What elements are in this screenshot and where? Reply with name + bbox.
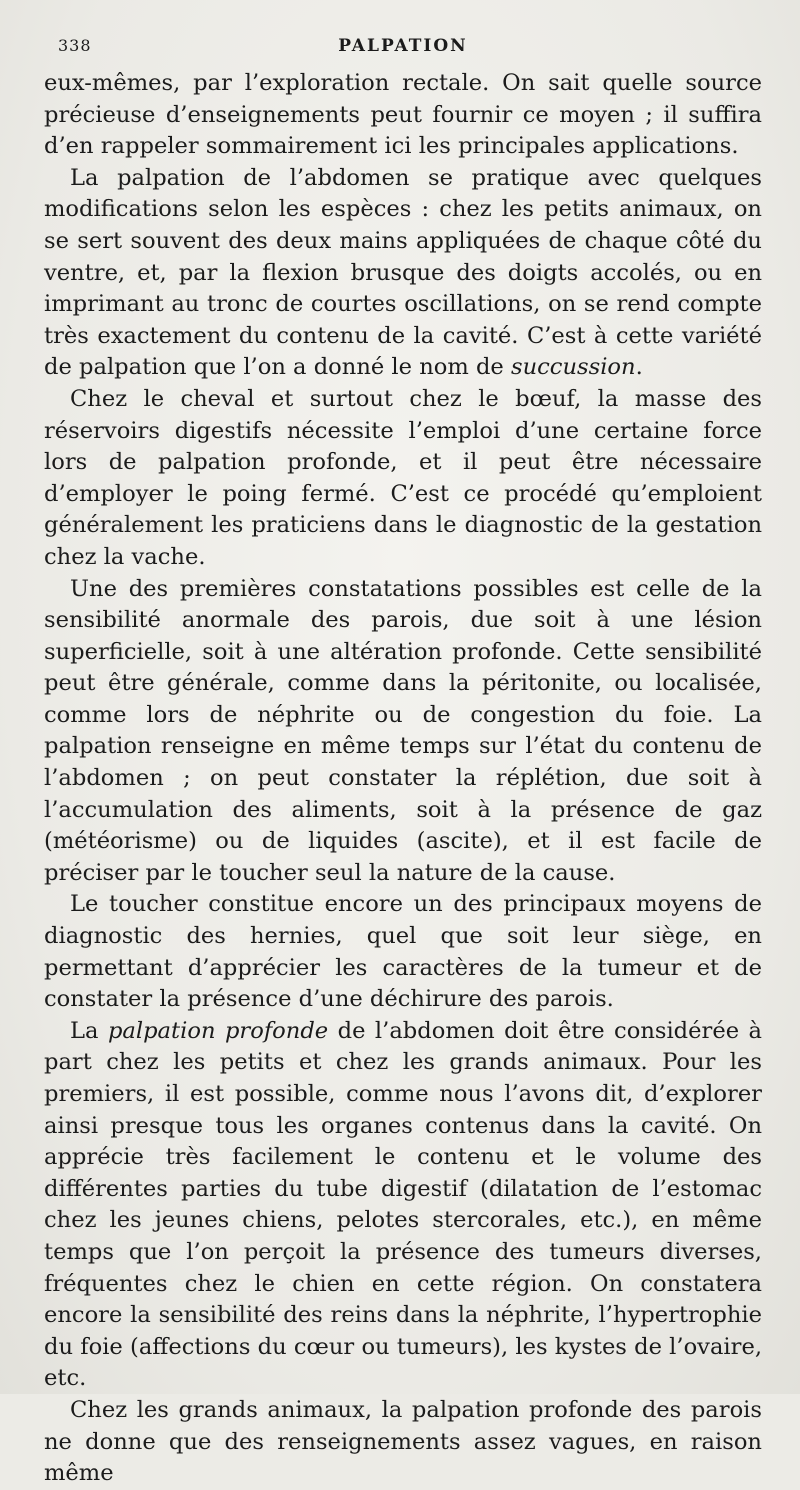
- paragraph-1: eux-mêmes, par l’exploration rectale. On sait quelle source précieuse d’enseignements peut fournir ce moyen ; il suffira d’en rappeler sommairement ici les principales applications.: [44, 70, 762, 160]
- running-head: [44, 28, 762, 68]
- paragraph-3: Chez le cheval et surtout chez le bœuf, la masse des réservoirs digestifs nécessite l’emploi d’une certaine force lors de palpation profonde, et il peut être nécessaire d’employer le poing fermé. C’est ce procédé qu’emploient généralement les praticiens dans le diagnostic de la gestation chez la vache.: [44, 385, 762, 570]
- term-palpation-profonde: palpation profonde: [107, 1017, 329, 1044]
- page-number: 338: [58, 36, 92, 55]
- paragraph-6: La palpation profonde de l’abdomen doit être considérée à part chez les petits et chez les grands animaux. Pour les premiers, il est possible, comme nous l’avons dit, d’explorer ainsi presque tous les organes contenus dans la cavité. On apprécie très facilement le contenu et le volume des différentes parties du tube digestif (dilatation de l’estomac chez les jeunes chiens, pelotes stercorales, etc.), en même temps que l’on perçoit la présence des tumeurs diverses, fréquentes chez le chien en cette région. On constatera encore la sensibilité des reins dans la néphrite, l’hypertrophie du foie (affections du cœur ou tumeurs), les kystes de l’ovaire, etc.: [44, 1017, 762, 1392]
- running-title: PALPATION: [338, 36, 468, 56]
- paragraph-7: Chez les grands animaux, la palpation profonde des parois ne donne que des renseignements assez vagues, en raison même: [44, 1396, 762, 1487]
- paragraph-2: La palpation de l’abdomen se pratique avec quelques modifications selon les espèces : chez les petits animaux, on se sert souvent des deux mains appliquées de chaque côté du ventre, et, par la flexion brusque des doigts accolés, ou en imprimant au tronc de courtes oscillations, on se rend compte très exactement du contenu de la cavité. C’est à cette variété de palpation que l’on a donné le nom de succussion.: [44, 164, 762, 381]
- body-text: [44, 68, 762, 1490]
- paragraph-5: Le toucher constitue encore un des principaux moyens de diagnostic des hernies, quel que soit leur siège, en permettant d’apprécier les caractères de la tumeur et de constater la présence d’une déchirure des parois.: [44, 891, 762, 1013]
- paragraph-4: Une des premières constatations possibles est celle de la sensibilité anormale des parois, due soit à une lésion superficielle, soit à une altération profonde. Cette sensibilité peut être générale, comme dans la péritonite, ou localisée, comme lors de néphrite ou de congestion du foie. La palpation renseigne en même temps sur l’état du contenu de l’abdomen ; on peut constater la réplétion, due soit à l’accumulation des aliments, soit à la présence de gaz (météorisme) ou de liquides (ascite), et il est facile de préciser par le toucher seul la nature de la cause.: [44, 575, 762, 886]
- term-succussion: succussion: [511, 354, 636, 381]
